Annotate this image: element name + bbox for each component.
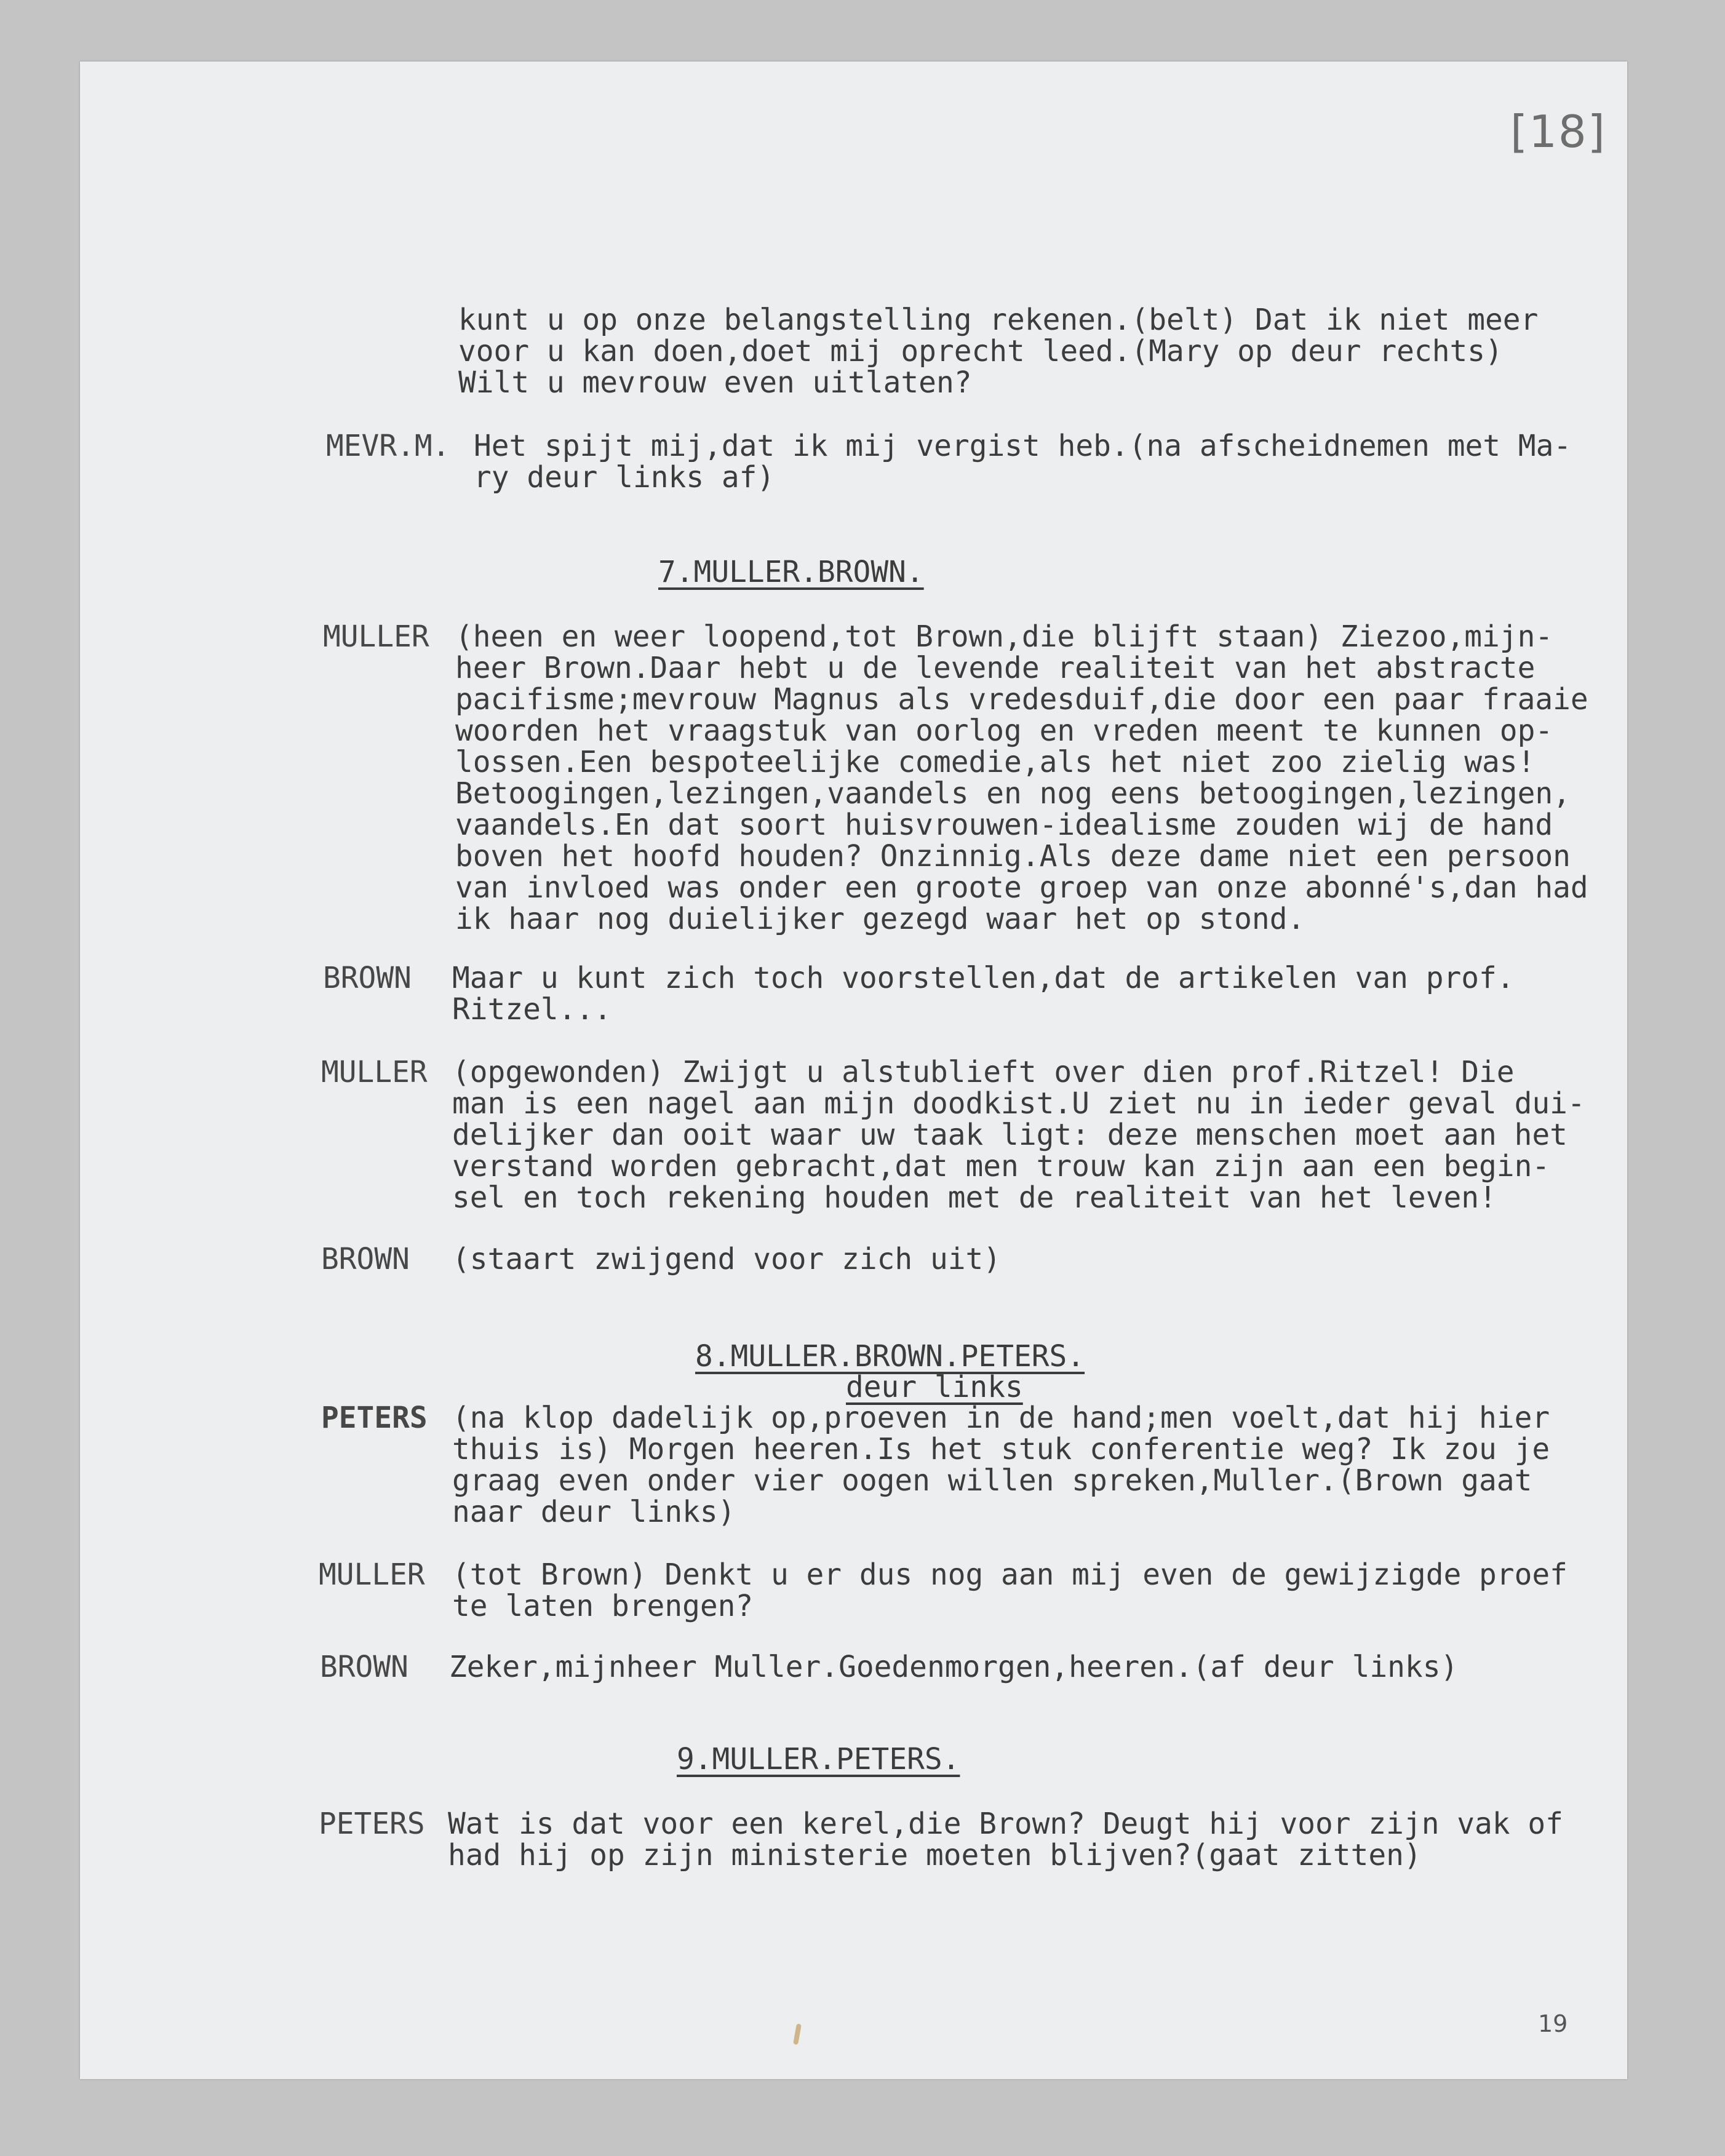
dialogue-line: ik haar nog duielijker gezegd waar het op stond.: [455, 902, 1305, 936]
dialogue-line: (heen en weer loopend,tot Brown,die blijft staan) Ziezoo,mijn-: [455, 620, 1553, 654]
speaker-name: BROWN: [320, 1650, 408, 1684]
page-mark: [18]: [1510, 106, 1606, 157]
dialogue-line: heer Brown.Daar hebt u de levende realiteit van het abstracte: [455, 651, 1536, 685]
dialogue-line: kunt u op onze belangstelling rekenen.(belt) Dat ik niet meer: [458, 303, 1539, 337]
dialogue-line: (tot Brown) Denkt u er dus nog aan mij even de gewijzigde proef: [452, 1558, 1568, 1592]
dialogue-line: Het spijt mij,dat ik mij vergist heb.(na afscheidnemen met Ma-: [474, 429, 1572, 463]
dialogue-line: woorden het vraagstuk van oorlog en vreden meent te kunnen op-: [455, 714, 1553, 748]
dialogue-line: Wilt u mevrouw even uitlaten?: [458, 366, 972, 400]
dialogue-line: ry deur links af): [474, 461, 775, 495]
speaker-name: MULLER: [323, 620, 429, 654]
speaker-name: MEVR.M.: [326, 429, 450, 463]
handwritten-note: deur links: [846, 1370, 1023, 1404]
page-number-bottom: 19: [1538, 2010, 1568, 2037]
dialogue-line: naar deur links): [452, 1495, 736, 1529]
dialogue-line: pacifisme;mevrouw Magnus als vredesduif,die door een paar fraaie: [455, 683, 1588, 717]
dialogue-line: voor u kan doen,doet mij oprecht leed.(Mary op deur rechts): [458, 335, 1503, 368]
dialogue-line: (na klop dadelijk op,proeven in de hand;men voelt,dat hij hier: [452, 1401, 1550, 1435]
dialogue-line: vaandels.En dat soort huisvrouwen-idealisme zouden wij de hand: [455, 808, 1553, 842]
scene-heading: 8.MULLER.BROWN.PETERS.: [695, 1340, 1085, 1374]
speaker-name: PETERS: [321, 1401, 428, 1435]
dialogue-line: (opgewonden) Zwijgt u alstublieft over dien prof.Ritzel! Die: [452, 1056, 1515, 1089]
dialogue-line: lossen.Een bespoteelijke comedie,als het niet zoo zielig was!: [455, 746, 1536, 779]
dialogue-line: sel en toch rekening houden met de realiteit van het leven!: [452, 1181, 1497, 1215]
dialogue-line: Zeker,mijnheer Muller.Goedenmorgen,heeren.(af deur links): [449, 1650, 1459, 1684]
dialogue-line: Wat is dat voor een kerel,die Brown? Deugt hij voor zijn vak of: [448, 1807, 1563, 1841]
dialogue-line: verstand worden gebracht,dat men trouw kan zijn aan een begin-: [452, 1150, 1550, 1183]
speaker-name: PETERS: [319, 1807, 425, 1841]
dialogue-line: graag even onder vier oogen willen spreken,Muller.(Brown gaat: [452, 1464, 1532, 1498]
dialogue-line: (staart zwijgend voor zich uit): [452, 1243, 1002, 1276]
dialogue-line: delijker dan ooit waar uw taak ligt: deze menschen moet aan het: [452, 1118, 1568, 1152]
speaker-name: MULLER: [321, 1056, 428, 1089]
speaker-name: BROWN: [323, 961, 412, 995]
dialogue-line: boven het hoofd houden? Onzinnig.Als deze dame niet een persoon: [455, 840, 1571, 873]
speaker-name: BROWN: [321, 1243, 410, 1276]
dialogue-line: te laten brengen?: [452, 1589, 754, 1623]
dialogue-line: Betoogingen,lezingen,vaandels en nog eens betoogingen,lezingen,: [455, 777, 1571, 811]
speaker-name: MULLER: [319, 1558, 425, 1592]
scene-heading: 7.MULLER.BROWN.: [658, 555, 924, 589]
dialogue-line: had hij op zijn ministerie moeten blijven?(gaat zitten): [448, 1839, 1422, 1872]
dialogue-line: Maar u kunt zich toch voorstellen,dat de artikelen van prof.: [452, 961, 1515, 995]
dialogue-line: van invloed was onder een groote groep van onze abonné's,dan had: [455, 871, 1588, 905]
dialogue-line: Ritzel...: [452, 993, 612, 1027]
dialogue-line: man is een nagel aan mijn doodkist.U ziet nu in ieder geval dui-: [452, 1087, 1585, 1121]
scene-heading: 9.MULLER.PETERS.: [677, 1743, 960, 1776]
dialogue-line: thuis is) Morgen heeren.Is het stuk conferentie weg? Ik zou je: [452, 1433, 1550, 1466]
